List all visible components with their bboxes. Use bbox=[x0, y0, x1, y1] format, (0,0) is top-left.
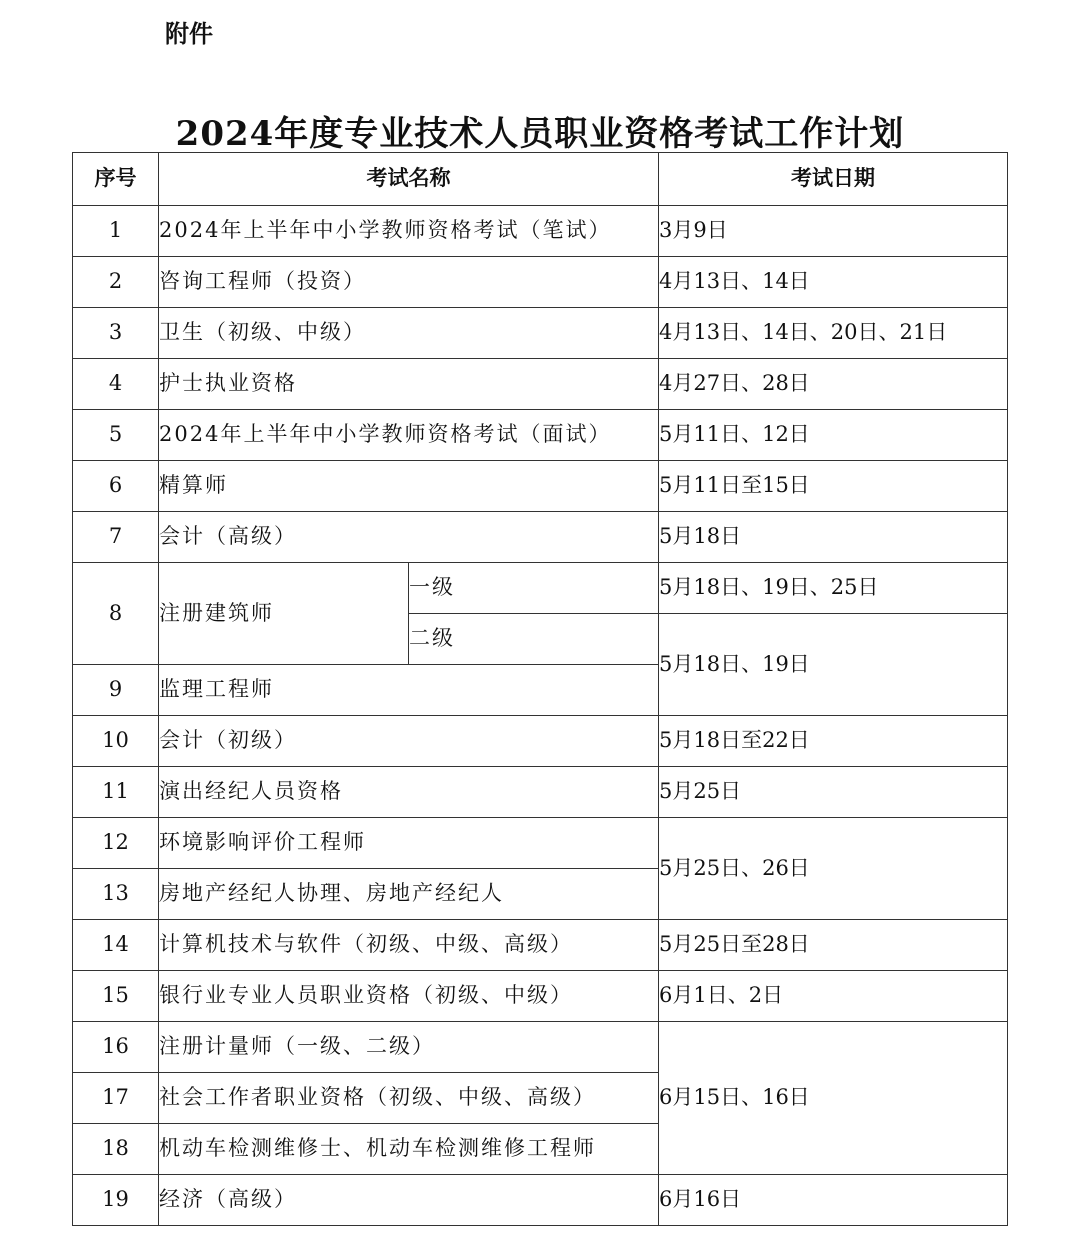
exam-date: 5月25日 bbox=[659, 767, 1008, 818]
exam-name: 银行业专业人员职业资格（初级、中级） bbox=[159, 971, 659, 1022]
row-number: 15 bbox=[73, 971, 159, 1022]
row-number: 13 bbox=[73, 869, 159, 920]
exam-date: 4月13日、14日、20日、21日 bbox=[659, 308, 1008, 359]
exam-date: 5月18日至22日 bbox=[659, 716, 1008, 767]
row-number: 2 bbox=[73, 257, 159, 308]
exam-date: 6月16日 bbox=[659, 1175, 1008, 1226]
exam-name: 会计（高级） bbox=[159, 512, 659, 563]
table-row bbox=[73, 563, 1008, 614]
exam-date: 5月25日至28日 bbox=[659, 920, 1008, 971]
exam-date: 3月9日 bbox=[659, 206, 1008, 257]
exam-date: 4月27日、28日 bbox=[659, 359, 1008, 410]
row-number: 9 bbox=[73, 665, 159, 716]
exam-name: 注册建筑师 bbox=[159, 563, 409, 665]
row-number: 6 bbox=[73, 461, 159, 512]
exam-date: 5月25日、26日 bbox=[659, 818, 1008, 920]
exam-name: 监理工程师 bbox=[159, 665, 659, 716]
exam-name: 计算机技术与软件（初级、中级、高级） bbox=[159, 920, 659, 971]
header-date: 考试日期 bbox=[659, 153, 1008, 206]
exam-schedule-table bbox=[72, 152, 1008, 1226]
exam-date: 5月11日、12日 bbox=[659, 410, 1008, 461]
exam-name: 咨询工程师（投资） bbox=[159, 257, 659, 308]
exam-name: 经济（高级） bbox=[159, 1175, 659, 1226]
table-row bbox=[73, 818, 1008, 869]
exam-name: 会计（初级） bbox=[159, 716, 659, 767]
row-number: 4 bbox=[73, 359, 159, 410]
exam-date: 5月18日、19日 bbox=[659, 614, 1008, 716]
table-row bbox=[73, 1022, 1008, 1073]
table-row bbox=[73, 410, 1008, 461]
row-number: 8 bbox=[73, 563, 159, 665]
exam-level-2: 二级 bbox=[409, 614, 659, 665]
row-number: 19 bbox=[73, 1175, 159, 1226]
table-row bbox=[73, 257, 1008, 308]
table-row bbox=[73, 461, 1008, 512]
exam-date: 5月18日 bbox=[659, 512, 1008, 563]
exam-name: 2024年上半年中小学教师资格考试（面试） bbox=[159, 410, 659, 461]
exam-date: 4月13日、14日 bbox=[659, 257, 1008, 308]
table-row bbox=[73, 512, 1008, 563]
exam-name: 房地产经纪人协理、房地产经纪人 bbox=[159, 869, 659, 920]
table-header-row bbox=[73, 153, 1008, 206]
row-number: 11 bbox=[73, 767, 159, 818]
exam-name: 演出经纪人员资格 bbox=[159, 767, 659, 818]
row-number: 7 bbox=[73, 512, 159, 563]
table-row bbox=[73, 1175, 1008, 1226]
page-title: 2024年度专业技术人员职业资格考试工作计划 bbox=[175, 114, 905, 154]
exam-name: 社会工作者职业资格（初级、中级、高级） bbox=[159, 1073, 659, 1124]
table-row bbox=[73, 767, 1008, 818]
exam-date: 6月1日、2日 bbox=[659, 971, 1008, 1022]
table-row bbox=[73, 359, 1008, 410]
exam-date: 5月11日至15日 bbox=[659, 461, 1008, 512]
row-number: 12 bbox=[73, 818, 159, 869]
attachment-label: 附件 bbox=[165, 20, 213, 48]
exam-name: 精算师 bbox=[159, 461, 659, 512]
row-number: 3 bbox=[73, 308, 159, 359]
exam-name: 2024年上半年中小学教师资格考试（笔试） bbox=[159, 206, 659, 257]
header-no: 序号 bbox=[73, 153, 159, 206]
exam-name: 环境影响评价工程师 bbox=[159, 818, 659, 869]
exam-name: 机动车检测维修士、机动车检测维修工程师 bbox=[159, 1124, 659, 1175]
table-row bbox=[73, 308, 1008, 359]
table-row bbox=[73, 206, 1008, 257]
exam-name: 卫生（初级、中级） bbox=[159, 308, 659, 359]
row-number: 18 bbox=[73, 1124, 159, 1175]
table-row bbox=[73, 971, 1008, 1022]
row-number: 5 bbox=[73, 410, 159, 461]
table-row bbox=[73, 920, 1008, 971]
row-number: 16 bbox=[73, 1022, 159, 1073]
exam-date: 5月18日、19日、25日 bbox=[659, 563, 1008, 614]
table-row bbox=[73, 716, 1008, 767]
exam-name: 注册计量师（一级、二级） bbox=[159, 1022, 659, 1073]
row-number: 17 bbox=[73, 1073, 159, 1124]
exam-name: 护士执业资格 bbox=[159, 359, 659, 410]
exam-date: 6月15日、16日 bbox=[659, 1022, 1008, 1175]
exam-level-1: 一级 bbox=[409, 563, 659, 614]
header-name: 考试名称 bbox=[159, 153, 659, 206]
row-number: 1 bbox=[73, 206, 159, 257]
row-number: 14 bbox=[73, 920, 159, 971]
row-number: 10 bbox=[73, 716, 159, 767]
